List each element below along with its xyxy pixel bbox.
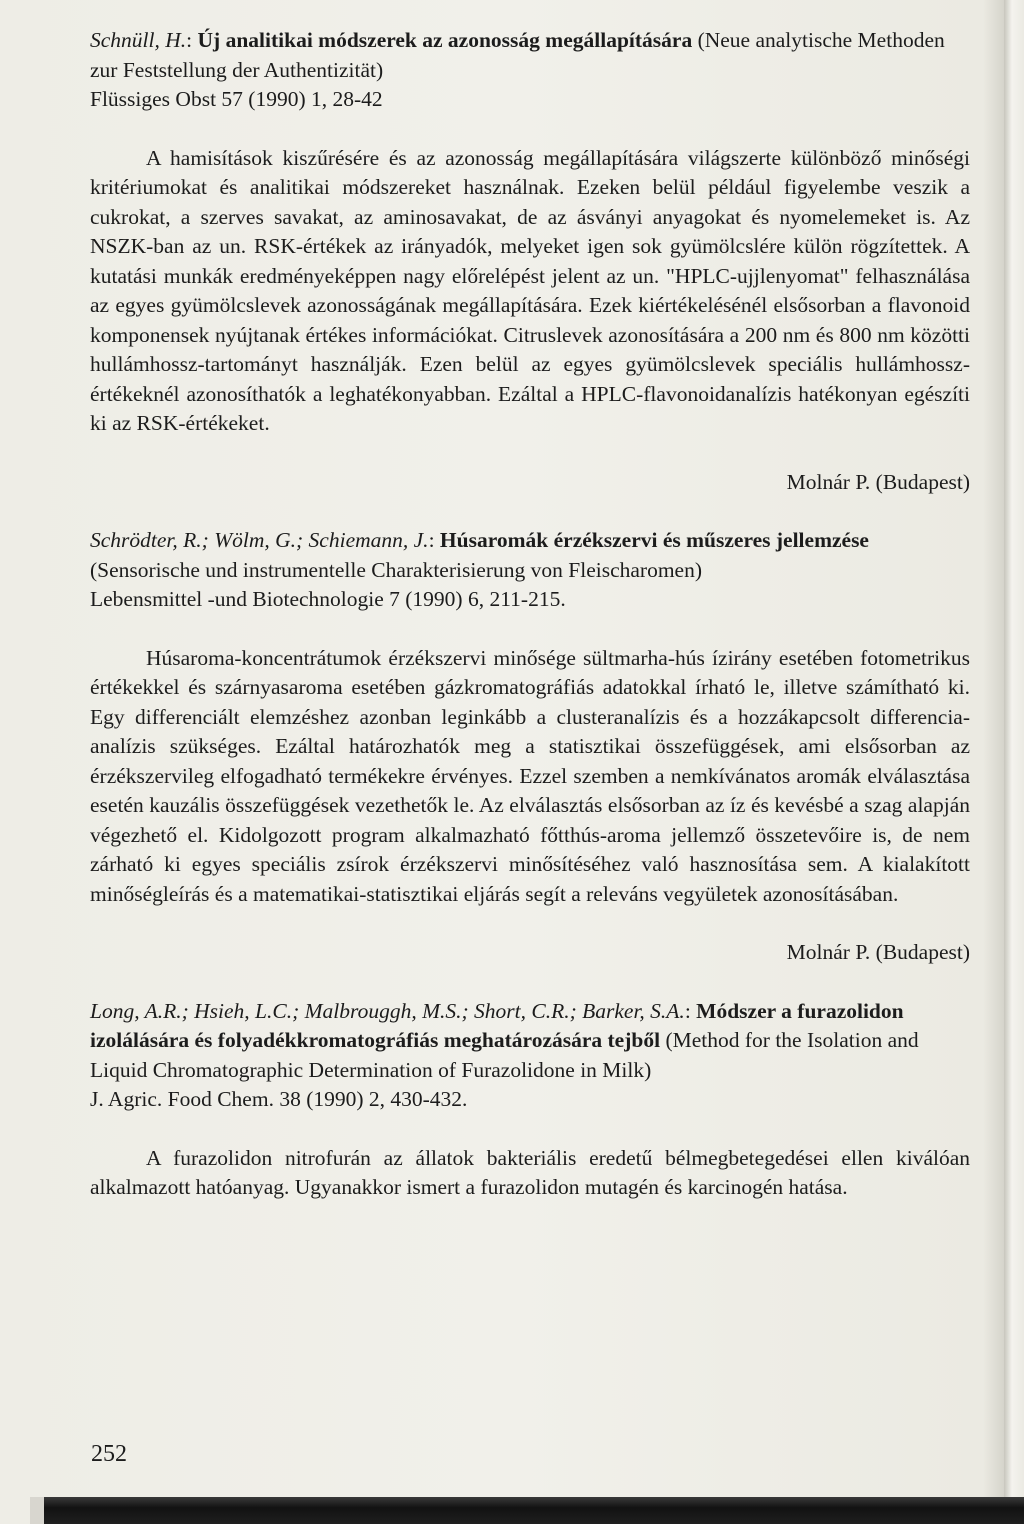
citation-source: Lebensmittel -und Biotechnologie 7 (1990) 6, 211-215. [90, 587, 566, 611]
citation-authors: Schrödter, R.; Wölm, G.; Schiemann, J. [90, 528, 429, 552]
citation-schnull: Schnüll, H.: Új analitikai módszerek az azonosság megállapítására (Neue analytische Methoden zur Feststellung der Authentizität) Flüssiges Obst 57 (1990) 1, 28-42 [90, 28, 945, 111]
citation-title-original: (Sensorische und instrumentelle Charakterisierung von Fleischaromen) [90, 557, 702, 582]
citation-schrodter: Schrödter, R.; Wölm, G.; Schiemann, J.: Húsaromák érzékszervi és műszeres jellemzése (Sensorische und instrumentelle Charakterisierung von Fleischaromen) Lebensmittel -und Biotechnologie 7 (1990) 6, 211-215. [90, 528, 869, 611]
page-content [90, 26, 970, 1203]
citation-title-original: (Method for the Isolation and Liquid Chromatographic Determination of Furazolidone in Milk) [90, 1028, 919, 1082]
citation-title-hu: Új analitikai módszerek az azonosság megállapítására [197, 28, 693, 52]
scan-bottom-border [30, 1497, 1024, 1524]
citation-long: Long, A.R.; Hsieh, L.C.; Malbrouggh, M.S.; Short, C.R.; Barker, S.A.: Módszer a furazolidon izolálására és folyadékkromatográfiás meghatározására tejből (Method for the Isolation and Liquid Chromatographic Determination of Furazolidone in Milk) J. Agric. Food Chem. 38 (1990) 2, 430-432. [90, 998, 919, 1111]
abstract-schrodter: Húsaroma-koncentrátumok érzékszervi minősége sültmarha-hús ízirány esetében fotometrikus értékekkel és szárnyasaroma esetében gázkromatográfiás adatokkal írható le, illetve számítható ki. Egy differenciált elemzéshez azonban leginkább a clusteranalízis és a hozzákapcsolt differencia-analízis szükséges. Ezáltal határozhatók meg a statisztikai összefüggések, ami elsősorban az érzékszervileg elfogadható termékekre érvényes. Ezzel szemben a nemkívánatos aromák elválasztása esetén kauzális összefüggések vezethetők le. Az elválasztás elsősorban az íz és kevésbé a szag alapján végezhető el. Kidolgozott program alkalmazható főtthús-aroma jellemző összetevőire is, de nem zárható ki egyes speciális zsírok érzékszervi minősítéséhez való hasznosítása sem. A kialakított minőségleírás és a matematikai-statisztikai eljárás segít a releváns vegyületek azonosításában. [90, 645, 970, 906]
citation-source: Flüssiges Obst 57 (1990) 1, 28-42 [90, 87, 383, 111]
scan-border-light-mark [30, 1497, 44, 1524]
abstract-long: A furazolidon nitrofurán az állatok bakteriális eredetű bélmegbetegedései ellen kiválóan alkalmazott hatóanyag. Ugyanakkor ismert a furazolidon mutagén és karcinogén hatása. [90, 1145, 970, 1199]
citation-source: J. Agric. Food Chem. 38 (1990) 2, 430-432. [90, 1087, 468, 1111]
citation-title-hu: Módszer a furazolidon izolálására és folyadékkromatográfiás meghatározására tejből [90, 998, 904, 1052]
page-edge-shadow [1004, 0, 1024, 1497]
page-number: 252 [91, 1441, 127, 1467]
reviewer-signature: Molnár P. (Budapest) [786, 940, 970, 964]
citation-title-hu: Húsaromák érzékszervi és műszeres jellemzése [439, 528, 869, 552]
citation-authors: Schnüll, H. [90, 28, 187, 52]
abstract-schnull: A hamisítások kiszűrésére és az azonosság megállapítására világszerte különböző minőségi kritériumokat és analitikai módszereket használnak. Ezeken belül például figyelembe veszik a cukrokat, a szerves savakat, az aminosavakat, de az ásványi anyagokat és nyomelemeket is. Az NSZK-ban az un. RSK-értékek az irányadók, melyeket igen sok gyümölcslére külön rögzítettek. A kutatási munkák eredményeképpen nagy előrelépést jelent az un. "HPLC-ujjlenyomat" felhasználása az egyes gyümölcslevek azonosságának megállapítására. Ezek kiértékelésénél elsősorban a flavonoid komponensek nyújtanak értékes információkat. Citruslevek azonosítására a 200 nm és 800 nm közötti hullámhossz-tartományt használják. Ezen belül az egyes gyümölcslevek speciális hullámhossz-értékeknél azonosíthatók a leghatékonyabban. Ezáltal a HPLC-flavonoidanalízis hatékonyan egészíti ki az RSK-értékeket. [90, 145, 970, 435]
reviewer-signature: Molnár P. (Budapest) [786, 469, 970, 494]
citation-authors: Long, A.R.; Hsieh, L.C.; Malbrouggh, M.S.; Short, C.R.; Barker, S.A. [90, 998, 685, 1023]
citation-title-original: (Neue analytische Methoden zur Feststellung der Authentizität) [90, 28, 945, 82]
